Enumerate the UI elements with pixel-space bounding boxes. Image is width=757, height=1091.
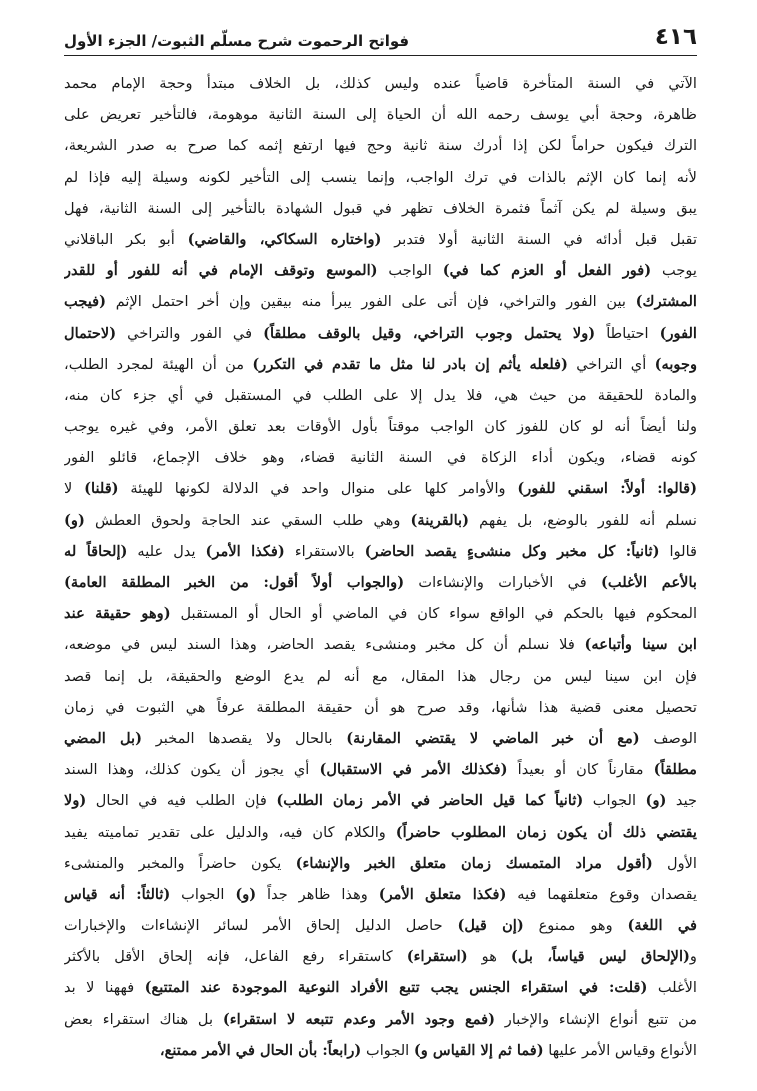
matn-text: (قلت: في استقراء الجنس يجب تتبع الأفراد النوعية الموجودة عند المتتبع) <box>144 979 648 997</box>
commentary-text: الأغلب <box>647 979 697 997</box>
text-line <box>64 286 697 317</box>
commentary-text: ظاهرة، وحجة أبي يوسف رحمه الله أن الحياة إلى السنة الثانية موهومة، فالتأخير تعريض على <box>64 106 697 124</box>
matn-text: (أقول مراد المتمسك زمان متعلق الخبر والإنشاء) <box>295 854 653 872</box>
matn-text: يقتضي ذلك أن يكون زمان المطلوب حاضراً) <box>395 823 697 841</box>
text-line <box>64 442 697 473</box>
commentary-text: و <box>689 948 697 966</box>
commentary-text: أي التراخي <box>567 355 655 373</box>
commentary-text: فإن ابن سينا ليس من رجال هذا المقال، مع أنه لم يدع الوضع والحقيقة، بل إنما قصد <box>64 667 697 685</box>
matn-text: بالأعم الأغلب) <box>600 574 697 591</box>
text-line <box>64 848 697 879</box>
matn-text: (و) <box>235 885 257 903</box>
matn-text: (واختاره السكاكي، والقاضي) <box>187 230 382 248</box>
commentary-text: الجواب <box>170 885 236 903</box>
commentary-text: الجواب <box>361 1041 414 1059</box>
matn-text: (والجواب أولاً أقول: من الخبر المطلقة العامة) <box>64 574 405 591</box>
text-line <box>64 785 697 816</box>
matn-text: المشترك) <box>635 293 697 311</box>
text-line <box>64 99 697 130</box>
matn-text: (إلحاقاً له <box>64 542 128 560</box>
commentary-text: الأول <box>652 854 697 872</box>
text-line <box>64 68 697 99</box>
text-line <box>64 193 697 224</box>
commentary-text: يبق وسيلة لم يكن آثماً فثمرة الخلاف تظهر في قبول الشهادة بالتأخير إلى السنة الثانية، فهل <box>64 199 697 217</box>
commentary-text: أي يجوز أن يكون كذلك، وهذا السند <box>64 761 320 779</box>
matn-text: (و) <box>64 511 85 529</box>
commentary-text: مقارناً كان أو بعيداً <box>507 761 654 779</box>
matn-text: (فما ثم إلا القياس و) <box>413 1041 544 1059</box>
commentary-text: فلا نسلم أن كل مخبر ومنشىء يقصد الحاضر، وهذا السند ليس في موضعه، <box>64 636 585 654</box>
text-line <box>64 162 697 193</box>
text-line <box>64 661 697 692</box>
commentary-text: وهي طلب السقي عند الحاجة ولحوق العطش <box>84 511 411 529</box>
commentary-text: يقصدان وقوع متعلقهما فيه <box>506 885 697 903</box>
commentary-text: احتياطاً <box>595 324 660 342</box>
text-line <box>64 723 697 754</box>
commentary-text: بين الفور والتراخي، فإن أتى على الفور يبرأ منه بيقين وإن أخر احتمل الإثم <box>106 293 636 311</box>
commentary-text: كاستقراء رفع الفاعل، فإنه إلحاق الأقل بالأكثر <box>64 948 407 966</box>
commentary-text: الآتي في السنة المتأخرة قاضياً عنده وليس كذلك، بل الخلاف مبتدأ وحجة الإمام محمد <box>64 75 697 92</box>
text-line <box>64 941 697 972</box>
text-line <box>64 1004 697 1035</box>
matn-text: (وهو حقيقة عند <box>64 605 171 623</box>
matn-text: (فكذلك الأمر في الاستقبال) <box>319 761 508 779</box>
commentary-text: المحكوم فيها بالحكم في الواقع سواء كان في الماضي أو الحال أو المستقبل <box>170 605 697 623</box>
text-line <box>64 224 697 255</box>
commentary-text: والأوامر كلها على منوال واحد في الدلالة لكونها للهيئة <box>118 480 518 498</box>
matn-text: (ولا يحتمل وجوب التراخي، وقيل بالوقف مطلقاً) <box>263 324 596 342</box>
commentary-text: تقبل قبل أدائه في السنة الثانية أولا فتدبر <box>381 230 697 248</box>
header-divider <box>64 55 697 56</box>
matn-text: (ثالثاً: أنه قياس <box>64 885 171 903</box>
text-line <box>64 380 697 411</box>
matn-text: (فيجب <box>64 293 107 311</box>
commentary-text: الجواب <box>583 792 646 810</box>
commentary-text: ولنا أيضاً أنه لو كان للفوز كان الواجب موقتاً بأول الأوقات بعد تعلق الأمر، وفي غيره يوجب <box>64 418 697 436</box>
text-line <box>64 692 697 723</box>
commentary-text: من أن الهيئة لمجرد الطلب، <box>64 355 253 373</box>
commentary-text: الوصف <box>639 729 697 747</box>
matn-text: (بالقرينة) <box>410 511 470 529</box>
commentary-text: لا <box>64 480 85 498</box>
matn-text: (قالوا: أولاً: اسقني للفور) <box>517 480 697 498</box>
matn-text: ابن سينا وأتباعه) <box>584 636 697 654</box>
matn-text: (فمع وجود الأمر وعدم تتبعه لا استقراء) <box>222 1010 496 1028</box>
commentary-text: في الأخبارات والإنشاءات <box>404 574 601 591</box>
text-line <box>64 536 697 567</box>
text-line <box>64 879 697 910</box>
commentary-text: والمادة للحقيقة من حيث هي، فلا يدل إلا على الطلب في المستقبل في أي جزء كان منه، <box>64 386 697 404</box>
text-line <box>64 910 697 941</box>
matn-text: (مع أن خبر الماضي لا يقتضي المقارنة) <box>346 729 640 747</box>
text-line <box>64 1035 697 1066</box>
commentary-text: من تتبع أنواع الإنشاء والإخبار <box>495 1010 697 1028</box>
commentary-text: يدل عليه <box>127 542 206 560</box>
body-text <box>64 68 697 1066</box>
commentary-text: بالاستقراء <box>284 542 365 560</box>
commentary-text: أبو بكر الباقلاني <box>64 230 188 248</box>
commentary-text: حاصل الدليل إلحاق الأمر لسائر الإنشاءات والإخبارات <box>64 917 458 935</box>
text-line <box>64 817 697 848</box>
text-line <box>64 972 697 1003</box>
commentary-text: وهذا ظاهر جداً <box>256 885 379 903</box>
commentary-text: نسلم أنه للفور بالوضع، بل يفهم <box>469 511 697 529</box>
text-line <box>64 255 697 286</box>
commentary-text: كونه قضاء، ويكون أداء الزكاة في السنة الثانية قضاء، وهو خلاف الإجماع، قائلو الفور <box>64 449 697 467</box>
matn-text: مطلقاً) <box>653 761 697 779</box>
text-line <box>64 130 697 161</box>
matn-text: (فور الفعل أو العزم كما في) <box>442 262 652 280</box>
commentary-text: في الفور والتراخي <box>116 324 264 342</box>
matn-text: (فلعله يأثم إن بادر لنا مثل ما تقدم في التكرر) <box>252 355 568 373</box>
text-line <box>64 318 697 349</box>
commentary-text: يوجب <box>651 262 697 280</box>
running-title: فواتح الرحموت شرح مسلّم الثبوت/ الجزء الأول <box>64 32 410 50</box>
commentary-text: قالوا <box>659 542 697 560</box>
text-line <box>64 598 697 629</box>
text-line <box>64 567 697 598</box>
text-line <box>64 629 697 660</box>
matn-text: (ثانياً: كل مخبر وكل منشىءٍ يقصد الحاضر) <box>364 542 660 560</box>
text-line <box>64 473 697 504</box>
matn-text: (لاحتمال <box>64 324 117 342</box>
page-number: ٤١٦ <box>654 24 697 50</box>
commentary-text: بل هناك استقراء بعض <box>64 1010 223 1028</box>
commentary-text: فإن الطلب فيه في الحال <box>86 792 277 810</box>
matn-text: (الإلحاق ليس قياساً، بل) <box>510 948 690 966</box>
commentary-text: جيد <box>666 792 697 810</box>
commentary-text: فههنا لا بد <box>64 979 145 997</box>
commentary-text: بالحال ولا يقصدها المخبر <box>141 729 347 747</box>
commentary-text: لأنه إنما كان الإثم بالذات في ترك الواجب، وإنما ينسب إلى التأخير لكونه وسيلة إليه فإذا لم <box>64 168 697 186</box>
text-line <box>64 411 697 442</box>
matn-text: (ثانياً كما قيل الحاضر في الأمر زمان الطلب) <box>276 792 584 810</box>
commentary-text: والكلام كان فيه، والدليل على تقدير تماميته يفيد <box>64 823 396 841</box>
matn-text: الفور) <box>659 324 697 342</box>
matn-text: (قلنا) <box>84 480 119 498</box>
matn-text: (فكذا الأمر) <box>205 542 285 560</box>
matn-text: (إن قيل) <box>457 917 524 935</box>
commentary-text: الواجب <box>377 262 443 280</box>
matn-text: (و) <box>645 792 667 810</box>
commentary-text: هو <box>467 948 511 966</box>
text-line <box>64 505 697 536</box>
matn-text: وجوبه) <box>654 355 697 373</box>
matn-text: (رابعاً: بأن الحال في الأمر ممتنع، <box>159 1041 362 1059</box>
commentary-text: الترك فيكون حراماً لكن إذا أدرك سنة ثانية وحج فيها ارتفع إثمه كما صرح به صدر الشريعة، <box>64 137 697 155</box>
text-line <box>64 349 697 380</box>
matn-text: (بل المضي <box>64 729 142 747</box>
matn-text: (الموسع وتوقف الإمام في أنه للفور أو للقدر <box>64 262 378 280</box>
commentary-text: وهو ممنوع <box>523 917 628 935</box>
matn-text: (استقراء) <box>406 948 468 966</box>
matn-text: (فكذا متعلق الأمر) <box>378 885 507 903</box>
page-header <box>64 20 697 50</box>
commentary-text: تحصيل معنى قضية هذا شأنها، وقد صرح هو أن حقيقة المطلقة عرفاً هي الثبوت في زمان <box>64 698 697 716</box>
commentary-text: الأنواع وقياس الأمر عليها <box>543 1041 697 1059</box>
commentary-text: يكون حاضراً والمخبر والمنشىء <box>64 854 296 872</box>
matn-text: (ولا <box>64 792 87 810</box>
matn-text: في اللغة) <box>627 917 697 935</box>
text-line <box>64 754 697 785</box>
